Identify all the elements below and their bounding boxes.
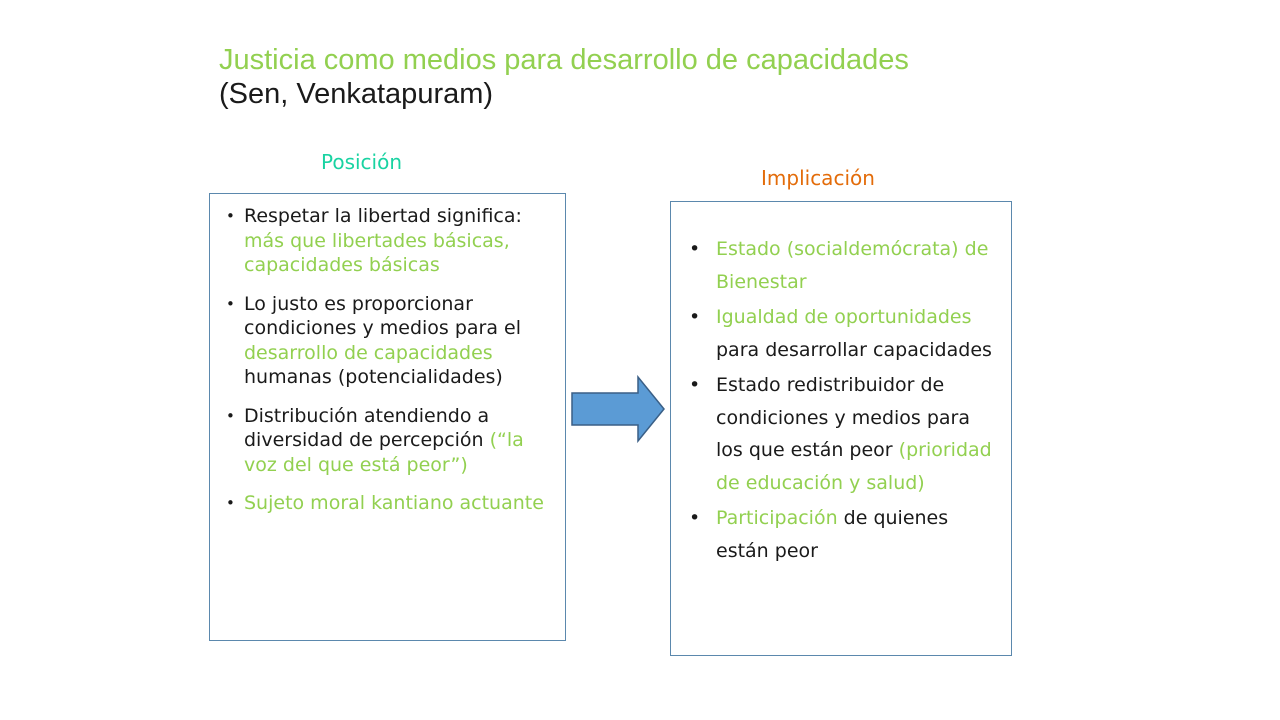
list-item bbox=[689, 233, 999, 298]
list-item-text: de quienes están peor bbox=[716, 507, 949, 562]
bullet-icon: • bbox=[226, 294, 235, 313]
list-item-text: humanas (potencialidades) bbox=[244, 366, 503, 388]
list-item-text: Estado redistribuidor de condiciones y medios para los que están peor bbox=[716, 374, 971, 461]
arrow-shape bbox=[572, 377, 664, 441]
list-item-text: Sujeto moral kantiano actuante bbox=[244, 492, 544, 514]
bullet-icon: • bbox=[226, 207, 235, 225]
list-item-text: Distribución atendiendo a diversidad de percepción bbox=[244, 404, 490, 451]
title-subtitle: (Sen, Venkatapuram) bbox=[219, 78, 494, 110]
position-label: Posición bbox=[321, 150, 403, 174]
right-arrow-icon bbox=[570, 375, 666, 443]
list-item bbox=[689, 502, 999, 567]
bullet-icon: • bbox=[689, 306, 701, 328]
list-item-text: Lo justo es proporcionar condiciones y medios para el bbox=[244, 292, 522, 339]
list-item-text: Igualdad de oportunidades bbox=[716, 306, 972, 328]
implication-list bbox=[689, 233, 999, 570]
list-item bbox=[689, 301, 999, 366]
list-item-text: Estado (socialdemócrata) de Bienestar bbox=[716, 238, 989, 293]
list-item-text: Respetar la libertad significa: bbox=[244, 205, 522, 227]
list-item-text: (“la voz del que está peor”) bbox=[244, 429, 524, 476]
bullet-icon: • bbox=[689, 374, 701, 396]
list-item bbox=[220, 491, 550, 516]
list-item bbox=[220, 292, 550, 390]
bullet-icon: • bbox=[689, 507, 701, 529]
list-item bbox=[220, 404, 550, 478]
slide-title bbox=[219, 43, 1119, 111]
list-item-text: más que libertades básicas, capacidades básicas bbox=[244, 229, 510, 276]
title-main: Justicia como medios para desarrollo de capacidades bbox=[219, 44, 909, 76]
implication-label: Implicación bbox=[761, 166, 875, 190]
bullet-icon: • bbox=[226, 406, 235, 425]
position-box bbox=[209, 193, 566, 641]
bullet-icon: • bbox=[226, 494, 235, 512]
implication-box bbox=[670, 201, 1012, 656]
list-item-text: para desarrollar capacidades bbox=[716, 338, 992, 361]
list-item bbox=[220, 204, 550, 278]
list-item-text: Participación bbox=[716, 507, 838, 529]
list-item-text: desarrollo de capacidades bbox=[244, 341, 493, 364]
bullet-icon: • bbox=[689, 238, 701, 260]
position-list bbox=[220, 204, 550, 530]
list-item bbox=[689, 369, 999, 499]
list-item-text: (prioridad de educación y salud) bbox=[716, 439, 992, 494]
